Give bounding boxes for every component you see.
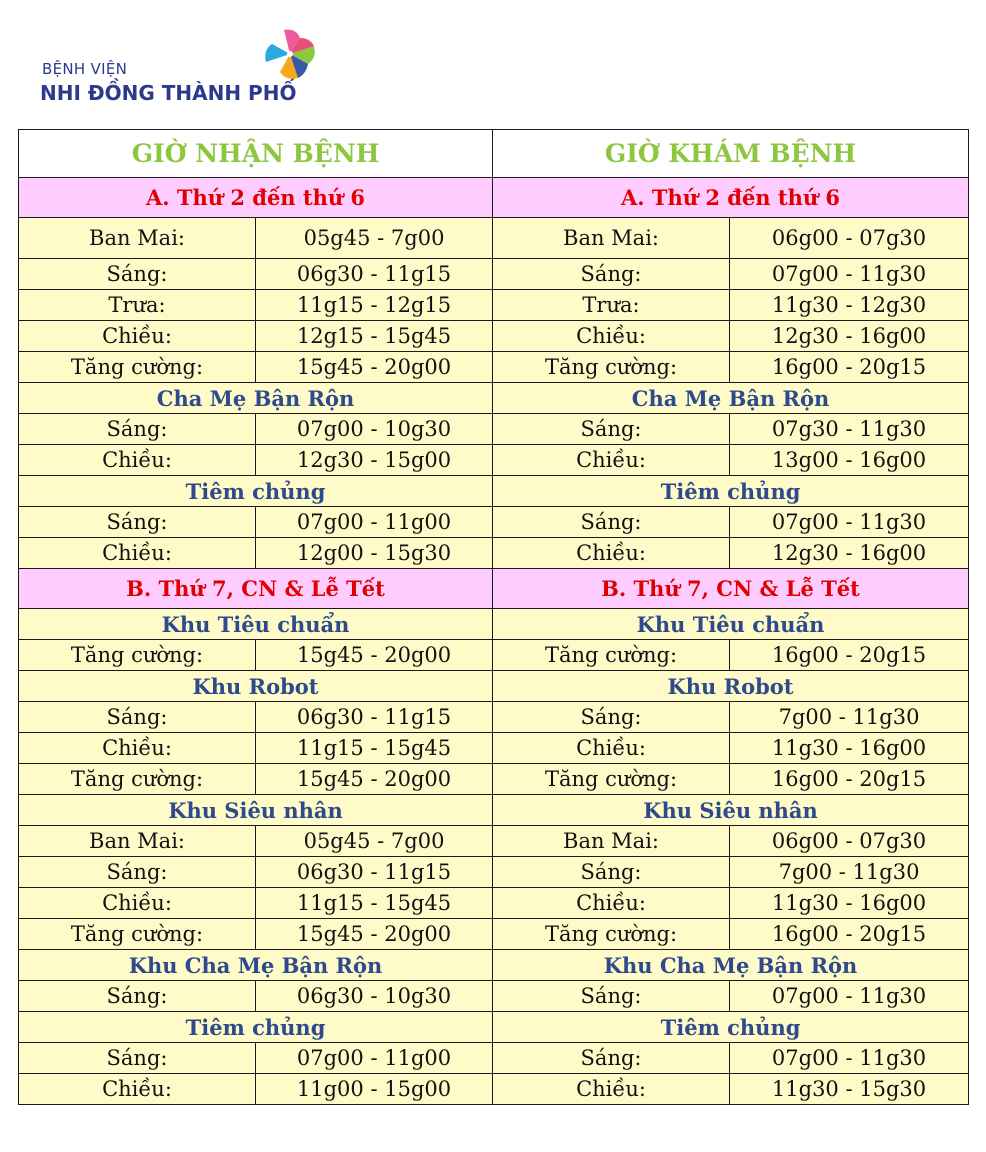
intake-time-range: 11g15 - 12g15 <box>256 290 493 321</box>
section-heading-exam: Khu Robot <box>493 671 969 702</box>
section-heading-row <box>19 671 969 702</box>
exam-time-range: 06g00 - 07g30 <box>730 826 969 857</box>
table-row <box>19 321 969 352</box>
exam-time-range: 7g00 - 11g30 <box>730 857 969 888</box>
section-heading-intake: Tiêm chủng <box>19 476 493 507</box>
exam-time-range: 06g00 - 07g30 <box>730 218 969 259</box>
group-heading-row <box>19 569 969 609</box>
intake-session-label: Sáng: <box>19 414 256 445</box>
section-heading-row <box>19 950 969 981</box>
exam-session-label: Sáng: <box>493 857 730 888</box>
exam-session-label: Chiều: <box>493 1074 730 1105</box>
table-row <box>19 259 969 290</box>
table-row <box>19 733 969 764</box>
intake-session-label: Chiều: <box>19 445 256 476</box>
table-row <box>19 702 969 733</box>
intake-time-range: 06g30 - 11g15 <box>256 259 493 290</box>
exam-time-range: 13g00 - 16g00 <box>730 445 969 476</box>
intake-session-label: Sáng: <box>19 981 256 1012</box>
intake-time-range: 07g00 - 11g00 <box>256 1043 493 1074</box>
intake-session-label: Chiều: <box>19 538 256 569</box>
intake-time-range: 15g45 - 20g00 <box>256 640 493 671</box>
section-heading-row <box>19 1012 969 1043</box>
intake-session-label: Ban Mai: <box>19 218 256 259</box>
exam-session-label: Ban Mai: <box>493 218 730 259</box>
group-heading-intake: B. Thứ 7, CN & Lễ Tết <box>19 569 493 609</box>
section-heading-row <box>19 383 969 414</box>
table-row <box>19 352 969 383</box>
exam-time-range: 7g00 - 11g30 <box>730 702 969 733</box>
intake-time-range: 05g45 - 7g00 <box>256 218 493 259</box>
table-row <box>19 1043 969 1074</box>
table-row <box>19 857 969 888</box>
exam-session-label: Tăng cường: <box>493 352 730 383</box>
exam-session-label: Chiều: <box>493 445 730 476</box>
intake-time-range: 12g15 - 15g45 <box>256 321 493 352</box>
section-heading-intake: Khu Robot <box>19 671 493 702</box>
table-row <box>19 414 969 445</box>
section-heading-intake: Khu Tiêu chuẩn <box>19 609 493 640</box>
intake-time-range: 15g45 - 20g00 <box>256 352 493 383</box>
header-exam: GIỜ KHÁM BỆNH <box>493 130 969 178</box>
table-row <box>19 919 969 950</box>
exam-session-label: Sáng: <box>493 259 730 290</box>
exam-session-label: Sáng: <box>493 981 730 1012</box>
exam-session-label: Sáng: <box>493 414 730 445</box>
intake-session-label: Sáng: <box>19 259 256 290</box>
exam-session-label: Trưa: <box>493 290 730 321</box>
exam-session-label: Chiều: <box>493 538 730 569</box>
intake-time-range: 11g00 - 15g00 <box>256 1074 493 1105</box>
intake-session-label: Chiều: <box>19 1074 256 1105</box>
intake-session-label: Chiều: <box>19 888 256 919</box>
exam-time-range: 07g00 - 11g30 <box>730 981 969 1012</box>
intake-session-label: Chiều: <box>19 321 256 352</box>
table-row <box>19 1074 969 1105</box>
table-row <box>19 445 969 476</box>
table-row <box>19 981 969 1012</box>
exam-session-label: Chiều: <box>493 733 730 764</box>
exam-time-range: 07g00 - 11g30 <box>730 507 969 538</box>
exam-time-range: 11g30 - 15g30 <box>730 1074 969 1105</box>
logo-line2: NHI ĐỒNG THÀNH PHỐ <box>40 81 297 105</box>
intake-time-range: 05g45 - 7g00 <box>256 826 493 857</box>
table-row <box>19 290 969 321</box>
exam-time-range: 07g30 - 11g30 <box>730 414 969 445</box>
group-heading-exam: B. Thứ 7, CN & Lễ Tết <box>493 569 969 609</box>
exam-time-range: 16g00 - 20g15 <box>730 352 969 383</box>
intake-time-range: 11g15 - 15g45 <box>256 888 493 919</box>
intake-session-label: Sáng: <box>19 507 256 538</box>
table-row <box>19 888 969 919</box>
exam-time-range: 16g00 - 20g15 <box>730 764 969 795</box>
hospital-logo <box>40 26 320 110</box>
intake-time-range: 06g30 - 10g30 <box>256 981 493 1012</box>
exam-time-range: 12g30 - 16g00 <box>730 321 969 352</box>
intake-session-label: Trưa: <box>19 290 256 321</box>
exam-time-range: 11g30 - 16g00 <box>730 888 969 919</box>
intake-session-label: Tăng cường: <box>19 640 256 671</box>
logo-line1: BỆNH VIỆN <box>42 60 128 78</box>
intake-time-range: 06g30 - 11g15 <box>256 702 493 733</box>
intake-session-label: Tăng cường: <box>19 919 256 950</box>
intake-time-range: 15g45 - 20g00 <box>256 919 493 950</box>
section-heading-row <box>19 609 969 640</box>
section-heading-exam: Khu Tiêu chuẩn <box>493 609 969 640</box>
section-heading-exam: Cha Mẹ Bận Rộn <box>493 383 969 414</box>
intake-session-label: Sáng: <box>19 1043 256 1074</box>
exam-session-label: Chiều: <box>493 321 730 352</box>
intake-time-range: 15g45 - 20g00 <box>256 764 493 795</box>
section-heading-row <box>19 795 969 826</box>
section-heading-row <box>19 476 969 507</box>
intake-session-label: Tăng cường: <box>19 352 256 383</box>
table-row <box>19 764 969 795</box>
intake-time-range: 12g00 - 15g30 <box>256 538 493 569</box>
section-heading-intake: Khu Siêu nhân <box>19 795 493 826</box>
group-heading-exam: A. Thứ 2 đến thứ 6 <box>493 178 969 218</box>
exam-time-range: 07g00 - 11g30 <box>730 1043 969 1074</box>
table-row <box>19 507 969 538</box>
section-heading-intake: Cha Mẹ Bận Rộn <box>19 383 493 414</box>
intake-time-range: 06g30 - 11g15 <box>256 857 493 888</box>
exam-session-label: Chiều: <box>493 888 730 919</box>
section-heading-exam: Khu Cha Mẹ Bận Rộn <box>493 950 969 981</box>
exam-session-label: Tăng cường: <box>493 919 730 950</box>
group-heading-row <box>19 178 969 218</box>
header-row <box>19 130 969 178</box>
table-row <box>19 538 969 569</box>
exam-time-range: 12g30 - 16g00 <box>730 538 969 569</box>
section-heading-intake: Khu Cha Mẹ Bận Rộn <box>19 950 493 981</box>
intake-session-label: Tăng cường: <box>19 764 256 795</box>
exam-session-label: Tăng cường: <box>493 764 730 795</box>
exam-time-range: 11g30 - 12g30 <box>730 290 969 321</box>
table-row <box>19 640 969 671</box>
section-heading-exam: Tiêm chủng <box>493 1012 969 1043</box>
exam-time-range: 16g00 - 20g15 <box>730 640 969 671</box>
intake-session-label: Sáng: <box>19 702 256 733</box>
intake-session-label: Sáng: <box>19 857 256 888</box>
pinwheel-logo-icon <box>262 26 318 82</box>
exam-session-label: Sáng: <box>493 1043 730 1074</box>
exam-time-range: 16g00 - 20g15 <box>730 919 969 950</box>
intake-time-range: 07g00 - 11g00 <box>256 507 493 538</box>
header-intake: GIỜ NHẬN BỆNH <box>19 130 493 178</box>
exam-time-range: 07g00 - 11g30 <box>730 259 969 290</box>
intake-time-range: 12g30 - 15g00 <box>256 445 493 476</box>
exam-time-range: 11g30 - 16g00 <box>730 733 969 764</box>
table-row <box>19 218 969 259</box>
section-heading-exam: Tiêm chủng <box>493 476 969 507</box>
intake-time-range: 07g00 - 10g30 <box>256 414 493 445</box>
exam-session-label: Tăng cường: <box>493 640 730 671</box>
exam-session-label: Sáng: <box>493 507 730 538</box>
section-heading-exam: Khu Siêu nhân <box>493 795 969 826</box>
exam-session-label: Sáng: <box>493 702 730 733</box>
schedule-table <box>18 129 969 1105</box>
intake-time-range: 11g15 - 15g45 <box>256 733 493 764</box>
exam-session-label: Ban Mai: <box>493 826 730 857</box>
group-heading-intake: A. Thứ 2 đến thứ 6 <box>19 178 493 218</box>
intake-session-label: Ban Mai: <box>19 826 256 857</box>
table-row <box>19 826 969 857</box>
section-heading-intake: Tiêm chủng <box>19 1012 493 1043</box>
intake-session-label: Chiều: <box>19 733 256 764</box>
